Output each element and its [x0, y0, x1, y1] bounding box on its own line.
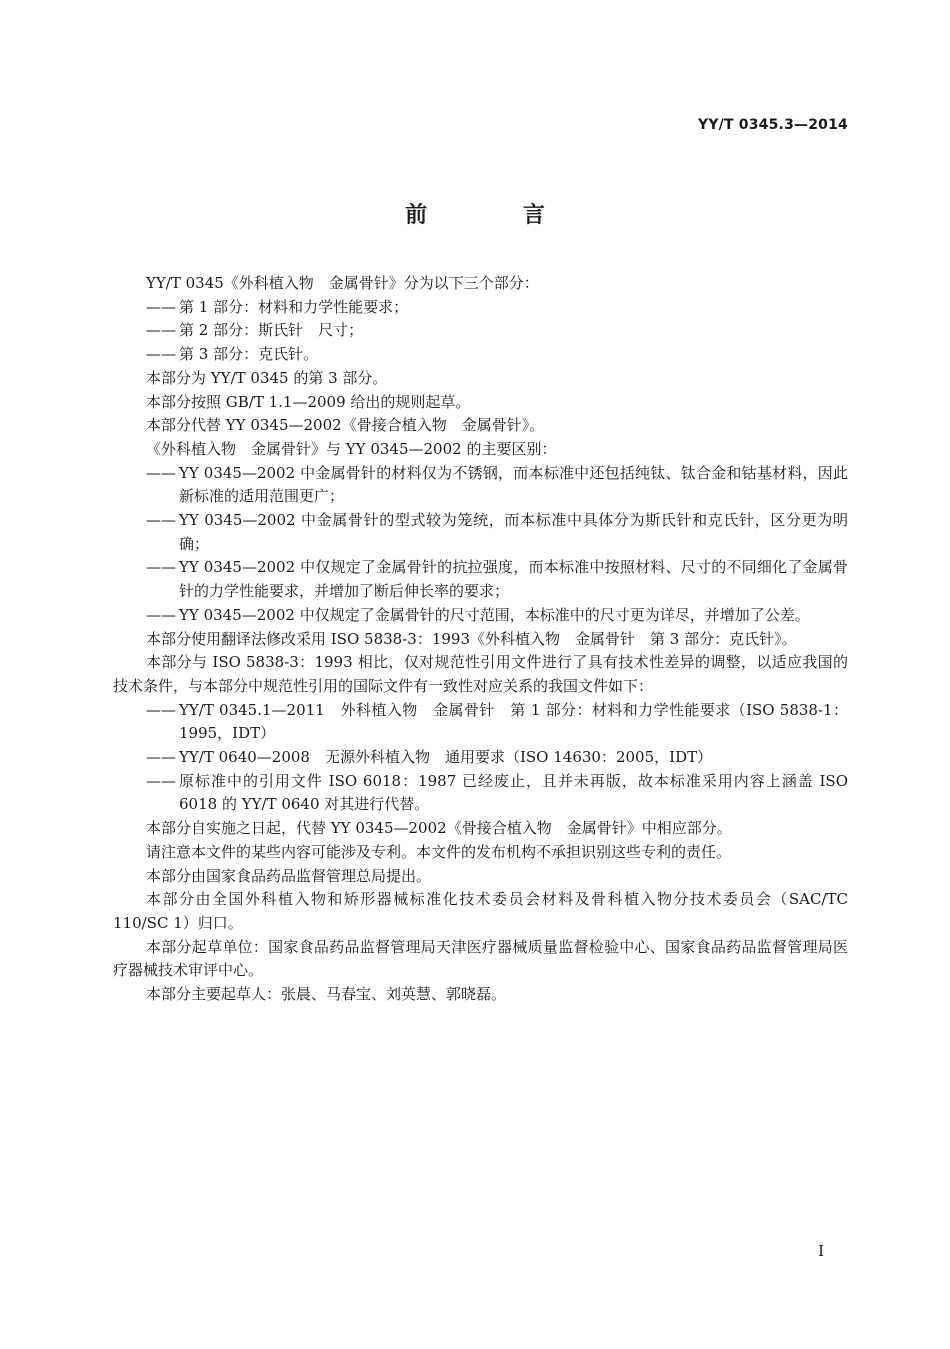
- list-item-part-1: [113, 296, 848, 320]
- list-item-text: 第 1 部分：材料和力学性能要求；: [179, 297, 409, 316]
- page-number: I: [818, 1242, 824, 1260]
- list-item-part-2: [113, 319, 848, 343]
- list-item-text: 原标准中的引用文件 ISO 6018：1987 已经废止，且并未再版，故本标准采用内容上涵盖 ISO 6018 的 YY/T 0640 对其进行代替。: [179, 771, 848, 814]
- list-item-text: YY 0345—2002 中金属骨针的材料仅为不锈钢，而本标准中还包括纯钛、钛合金和钴基材料，因此新标准的适用范围更广；: [179, 463, 848, 506]
- paragraph-technical-committee: 本部分由全国外科植入物和矫形器械标准化技术委员会材料及骨科植入物分技术委员会（SAC/TC 110/SC 1）归口。: [113, 890, 848, 932]
- paragraph-comparison: 本部分与 ISO 5838-3：1993 相比，仅对规范性引用文件进行了具有技术性差异的调整，以适应我国的技术条件，与本部分中规范性引用的国际文件有一致性对应关系的我国文件如下：: [113, 653, 848, 695]
- dash-mark: ——: [146, 511, 176, 530]
- dash-mark: ——: [146, 605, 176, 624]
- paragraph-patent-notice: 请注意本文件的某些内容可能涉及专利。本文件的发布机构不承担识别这些专利的责任。: [146, 842, 732, 861]
- dash-mark: ——: [146, 771, 176, 790]
- paragraph-effective: 本部分自实施之日起，代替 YY 0345—2002《骨接合植入物 金属骨针》中相应部分。: [146, 819, 732, 838]
- list-item-reference-1: [113, 699, 848, 746]
- list-item-text: YY 0345—2002 中仅规定了金属骨针的抗拉强度，而本标准中按照材料、尺寸的不同细化了金属骨针的力学性能要求，并增加了断后伸长率的要求；: [179, 558, 848, 601]
- dash-mark: ——: [146, 463, 176, 482]
- list-item-text: YY 0345—2002 中金属骨针的型式较为笼统，而本标准中具体分为斯氏针和克氏针，区分更为明确；: [179, 511, 848, 553]
- list-item-text: 第 3 部分：克氏针。: [179, 345, 319, 364]
- list-item-difference-4: [113, 604, 848, 628]
- list-item-part-3: [113, 343, 848, 367]
- list-item-reference-3: [113, 770, 848, 817]
- list-item-difference-3: [113, 556, 848, 603]
- list-item-text: YY/T 0345.1—2011 外科植入物 金属骨针 第 1 部分：材料和力学性能要求（ISO 5838-1：1995，IDT）: [179, 700, 848, 743]
- list-item-text: YY 0345—2002 中仅规定了金属骨针的尺寸范围，本标准中的尺寸更为详尽，并增加了公差。: [179, 605, 810, 624]
- list-item-difference-2: [113, 509, 848, 556]
- list-item-text: 第 2 部分：斯氏针 尺寸；: [179, 321, 364, 340]
- paragraph-part-statement: 本部分为 YY/T 0345 的第 3 部分。: [146, 368, 388, 387]
- list-item-text: YY/T 0640—2008 无源外科植入物 通用要求（ISO 14630：2005，IDT）: [179, 748, 713, 767]
- dash-mark: ——: [146, 700, 176, 719]
- dash-mark: ——: [146, 748, 176, 767]
- standard-code: YY/T 0345.3—2014: [697, 117, 848, 133]
- dash-mark: ——: [146, 297, 176, 316]
- list-item-reference-2: [113, 746, 848, 770]
- paragraph-drafting-units: 本部分起草单位：国家食品药品监督管理局天津医疗器械质量监督检验中心、国家食品药品监督管理局医疗器械技术审评中心。: [113, 937, 848, 980]
- paragraph-proposed-by: 本部分由国家食品药品监督管理总局提出。: [146, 866, 432, 885]
- foreword-body: [113, 272, 848, 1007]
- dash-mark: ——: [146, 558, 176, 577]
- paragraph-drafting-rules: 本部分按照 GB/T 1.1—2009 给出的规则起草。: [146, 392, 471, 411]
- page-title: 前 言: [405, 203, 589, 228]
- dash-mark: ——: [146, 321, 176, 340]
- paragraph-parts-intro: YY/T 0345《外科植入物 金属骨针》分为以下三个部分：: [146, 274, 539, 292]
- paragraph-drafters: 本部分主要起草人：张晨、马春宝、刘英慧、郭晓磊。: [146, 985, 507, 1004]
- paragraph-differences-intro: 《外科植入物 金属骨针》与 YY 0345—2002 的主要区别：: [146, 439, 557, 458]
- list-item-difference-1: [113, 462, 848, 509]
- dash-mark: ——: [146, 345, 176, 364]
- paragraph-adoption: 本部分使用翻译法修改采用 ISO 5838-3：1993《外科植入物 金属骨针 第 3 部分：克氏针》。: [146, 629, 797, 648]
- paragraph-replaces: 本部分代替 YY 0345—2002《骨接合植入物 金属骨针》。: [146, 416, 545, 435]
